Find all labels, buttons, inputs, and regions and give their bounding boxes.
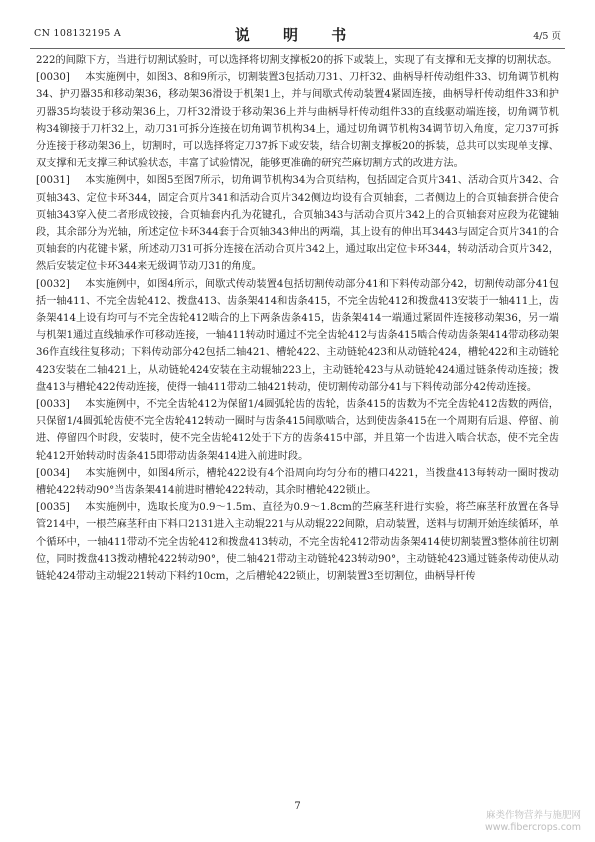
watermark	[485, 810, 581, 834]
paragraph-number: [0030]	[36, 72, 70, 84]
paragraph-0033	[36, 396, 559, 465]
paragraph-number: [0035]	[36, 502, 70, 514]
paragraph-0035	[36, 499, 559, 585]
paragraph-text: 222的间隙下方，当进行切割试验时，可以选择将切割支撑板20的拆下或装上，实现了有支撑和无支撑的切割状态。	[36, 55, 558, 66]
paragraph-text: 本实施例中，如图4所示，间歇式传动装置4包括切割传动部分41和下料传动部分42，切割传动部分41包括一轴411、不完全齿轮412、拨盘413、齿条架414和齿条415，不完全齿轮412和拨盘413安装于一轴411上，齿条架414上设有均可与不完全齿轮412啮合的上下两条齿条415，齿条架414一端通过紧固件连接移动架36，另一端与机架1通过直线轴承作可移动连接，一轴411转动时通过不完全齿轮412与齿条415啮合传动齿条架414带动移动架36作直线往复移动；下料传动部分42包括二轴421、槽轮422、主动链轮423和从动链轮424，槽轮422和主动链轮423安装在二轴421上，从动链轮424安装在主动辊轴223上，主动链轮423与从动链轮424通过链条传动连接；拨盘413与槽轮422传动连接，使得一轴411带动二轴421转动，使切割传动部分41与下料传动部分42传动连接。	[36, 278, 559, 393]
document-body	[36, 52, 559, 585]
paragraph-0032	[36, 276, 559, 396]
paragraph-0030	[36, 69, 559, 172]
document-id: CN 108132195 A	[34, 28, 122, 39]
paragraph-text: 本实施例中，如图3、8和9所示，切割装置3包括动刀31、刀杆32、曲柄导杆传动组件33、切角调节机构34、护刃器35和移动架36，移动架36滑设于机架1上，并与间歇式传动装置4紧固连接，曲柄导杆传动组件33和护刃器35均装设于移动架36上，刀杆32滑设于移动架36上并与曲柄导杆传动组件33的直线驱动端连接，切角调节机构34铆接于刀杆32上，动刀31可拆分连接在切角调节机构34上，通过切角调节机构34调节切入角度，定刀37可拆分连接于移动架36上，切割时，可以选择将定刀37拆下或安装，结合切割支撑板20的拆装，总共可以实现单支撑、双支撑和无支撑三种试验状态，丰富了试验情况，能够更准确的研究苎麻切割方式的改进方法。	[36, 72, 559, 170]
paragraph-text: 本实施例中，选取长度为0.9～1.5m、直径为0.9～1.8cm的苎麻茎秆进行实验，将苎麻茎秆放置在各导管214中，一根苎麻茎秆由下料口2131进入主动辊221与从动辊222间隙，启动装置，送料与切割开始连续循环，单个循环中，一轴411带动不完全齿轮412和拨盘413转动，不完全齿轮412带动齿条架414使切割装置3整体前往切割位，同时拨盘413拨动槽轮422转动90°，使二轴421带动主动链轮423转动90°，主动链轮423通过链条传动使从动链轮424带动主动辊221转动下料约10cm，之后槽轮422锁止，切割装置3至切割位，曲柄导杆传	[36, 502, 559, 583]
watermark-url: www.fibercrops.com	[484, 822, 581, 833]
paragraph-text: 本实施例中，不完全齿轮412为保留1/4圆弧轮齿的齿轮，齿条415的齿数为不完全齿轮412齿数的两倍，只保留1/4圆弧轮齿使不完全齿轮412转动一圈时与齿条415间歇啮合，达到使齿条415在一个周期有后退、停留、前进、停留四个时段，安装时，使不完全齿轮412处于下方的齿条415中部，并且第一个齿进入啮合状态，使不完全齿轮412开始转动时齿条415即带动齿条架414进入前进时段。	[36, 399, 559, 462]
paragraph-number: [0034]	[36, 467, 70, 479]
header-rule	[30, 48, 565, 49]
paragraph-0031	[36, 172, 559, 275]
paragraph-number: [0032]	[36, 278, 70, 290]
paragraph-number: [0031]	[36, 175, 70, 187]
paragraph-text: 本实施例中，如图5至图7所示，切角调节机构34为合页结构，包括固定合页片341、活动合页片342、合页轴343、定位卡环344，固定合页片341和活动合页片342侧边均设有合页轴套，二者侧边上的合页轴套拼合使合页轴343穿入使二者形成铰接，合页轴套内孔为花键孔，合页轴343与活动合页片342上的合页轴套对应段为花键轴段，其余部分为光轴，所述定位卡环344套于合页轴343伸出的两端，其上设有的伸出耳3443与固定合页片341的合页轴套的内花键卡紧，所述动刀31可拆分连接在活动合页片342上，通过取出定位卡环344，转动活动合页片342，然后安装定位卡环344来无级调节动刀31的角度。	[36, 175, 559, 273]
document-title: 说 明 书	[234, 26, 361, 44]
paragraph-number: [0033]	[36, 399, 70, 411]
page-header	[30, 22, 565, 44]
paragraph-text: 本实施例中，如图4所示，槽轮422设有4个沿周向均匀分布的槽口4221，当拨盘413每转动一圈时拨动槽轮422转动90°当齿条架414前进时槽轮422转动，其余时槽轮422锁止。	[36, 467, 559, 497]
paragraph-continuation	[36, 52, 559, 69]
watermark-text: 麻类作物营养与施肥网	[485, 810, 581, 821]
page-number: 7	[294, 801, 301, 812]
page-indicator: 4/5 页	[533, 31, 561, 42]
paragraph-0034	[36, 465, 559, 499]
